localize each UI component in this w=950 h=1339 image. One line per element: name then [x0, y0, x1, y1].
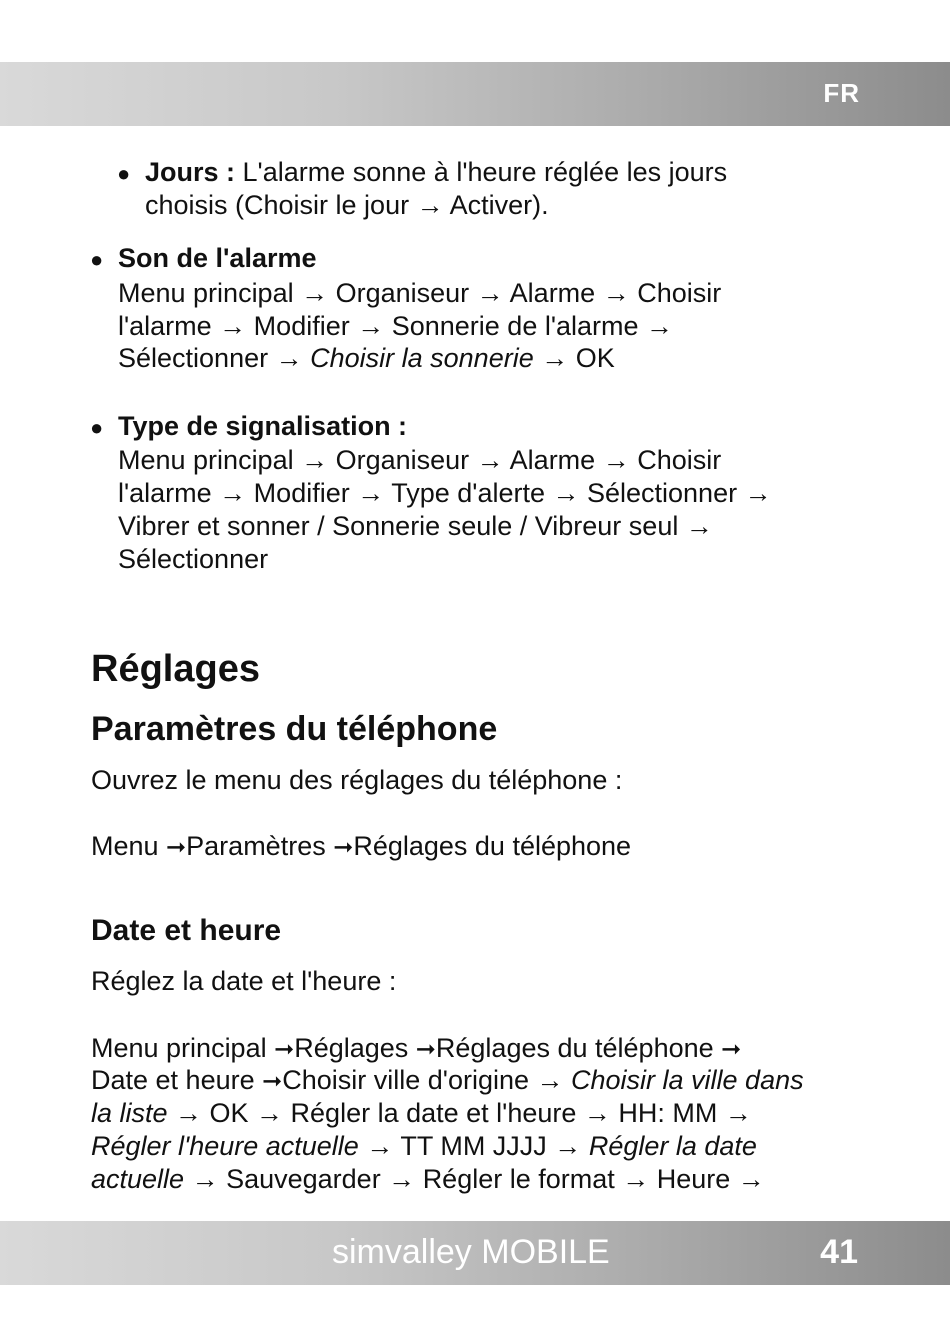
language-tag: FR [823, 78, 860, 108]
date-heure-line3 [91, 1097, 752, 1130]
dh-l2-a: Date et heure [91, 1065, 263, 1095]
footer-band [0, 1221, 950, 1285]
dh-l5-a: actuelle [91, 1164, 185, 1194]
bullet-icon: ● [90, 415, 104, 440]
son-line3-b: Choisir la sonnerie [310, 343, 534, 373]
arrow-right-icon: ➞ [721, 1036, 742, 1063]
jours-line2: choisis (Choisir le jour → Activer). [145, 190, 549, 220]
bullet-icon: ● [117, 161, 131, 186]
jours-line1 [145, 156, 727, 189]
type-line3: Vibrer et sonner / Sonnerie seule / Vibreur seul → [118, 511, 713, 541]
arrow-right-icon: ➞ [274, 1036, 295, 1063]
dh-l1-a: Menu principal [91, 1033, 275, 1063]
type-label: Type de signalisation : [118, 411, 408, 441]
date-heure-line1 [91, 1032, 741, 1066]
dh-l2-b: Choisir ville d'origine → [282, 1065, 571, 1095]
dh-l4-c: Régler la date [588, 1131, 757, 1161]
page-number: 41 [820, 1233, 858, 1271]
son-line3-a: Sélectionner → [118, 343, 311, 373]
arrow-right-icon: ➞ [415, 1036, 436, 1063]
dh-l3-a: la liste [91, 1098, 168, 1128]
parametres-path [91, 830, 631, 864]
date-heure-intro: Réglez la date et l'heure : [91, 966, 397, 996]
type-line4: Sélectionner [118, 544, 269, 574]
dh-l4-a: Régler l'heure actuelle [91, 1131, 359, 1161]
dh-l2-c: Choisir la ville dans [571, 1065, 804, 1095]
bullet-icon: ● [90, 247, 104, 272]
dh-l4-b: → TT MM JJJJ → [358, 1131, 589, 1161]
son-line3 [118, 342, 615, 375]
parametres-intro: Ouvrez le menu des réglages du téléphone : [91, 765, 623, 795]
subsection-title-date-heure: Date et heure [91, 914, 282, 947]
date-heure-line4 [91, 1130, 757, 1163]
footer-brand: simvalley MOBILE [332, 1233, 610, 1271]
header-band [0, 62, 950, 126]
dh-l3-b: → OK → Régler la date et l'heure → HH: MM → [167, 1098, 752, 1128]
type-line2: l'alarme → Modifier → Type d'alerte → Sélectionner → [118, 478, 772, 508]
path-parametres: Paramètres [186, 831, 334, 861]
son-line3-c: → OK [533, 343, 615, 373]
son-label: Son de l'alarme [118, 243, 317, 273]
jours-text1: L'alarme sonne à l'heure réglée les jours [235, 157, 728, 187]
section-title-reglages: Réglages [91, 648, 260, 690]
path-menu: Menu [91, 831, 167, 861]
dh-l1-c: Réglages du téléphone [435, 1033, 722, 1063]
date-heure-line5 [91, 1163, 765, 1196]
dh-l5-b: → Sauvegarder → Régler le format → Heure → [184, 1164, 765, 1194]
type-line1: Menu principal → Organiseur → Alarme → Choisir [118, 445, 722, 475]
subsection-title-parametres: Paramètres du téléphone [91, 710, 498, 748]
arrow-right-icon: ➞ [333, 834, 354, 861]
date-heure-line2 [91, 1064, 804, 1098]
path-reglages-telephone: Réglages du téléphone [353, 831, 632, 861]
dh-l1-b: Réglages [294, 1033, 416, 1063]
jours-label: Jours : [145, 157, 236, 187]
arrow-right-icon: ➞ [166, 834, 187, 861]
son-line2: l'alarme → Modifier → Sonnerie de l'alarme → [118, 311, 674, 341]
arrow-right-icon: ➞ [262, 1068, 283, 1095]
son-line1: Menu principal → Organiseur → Alarme → Choisir [118, 278, 722, 308]
